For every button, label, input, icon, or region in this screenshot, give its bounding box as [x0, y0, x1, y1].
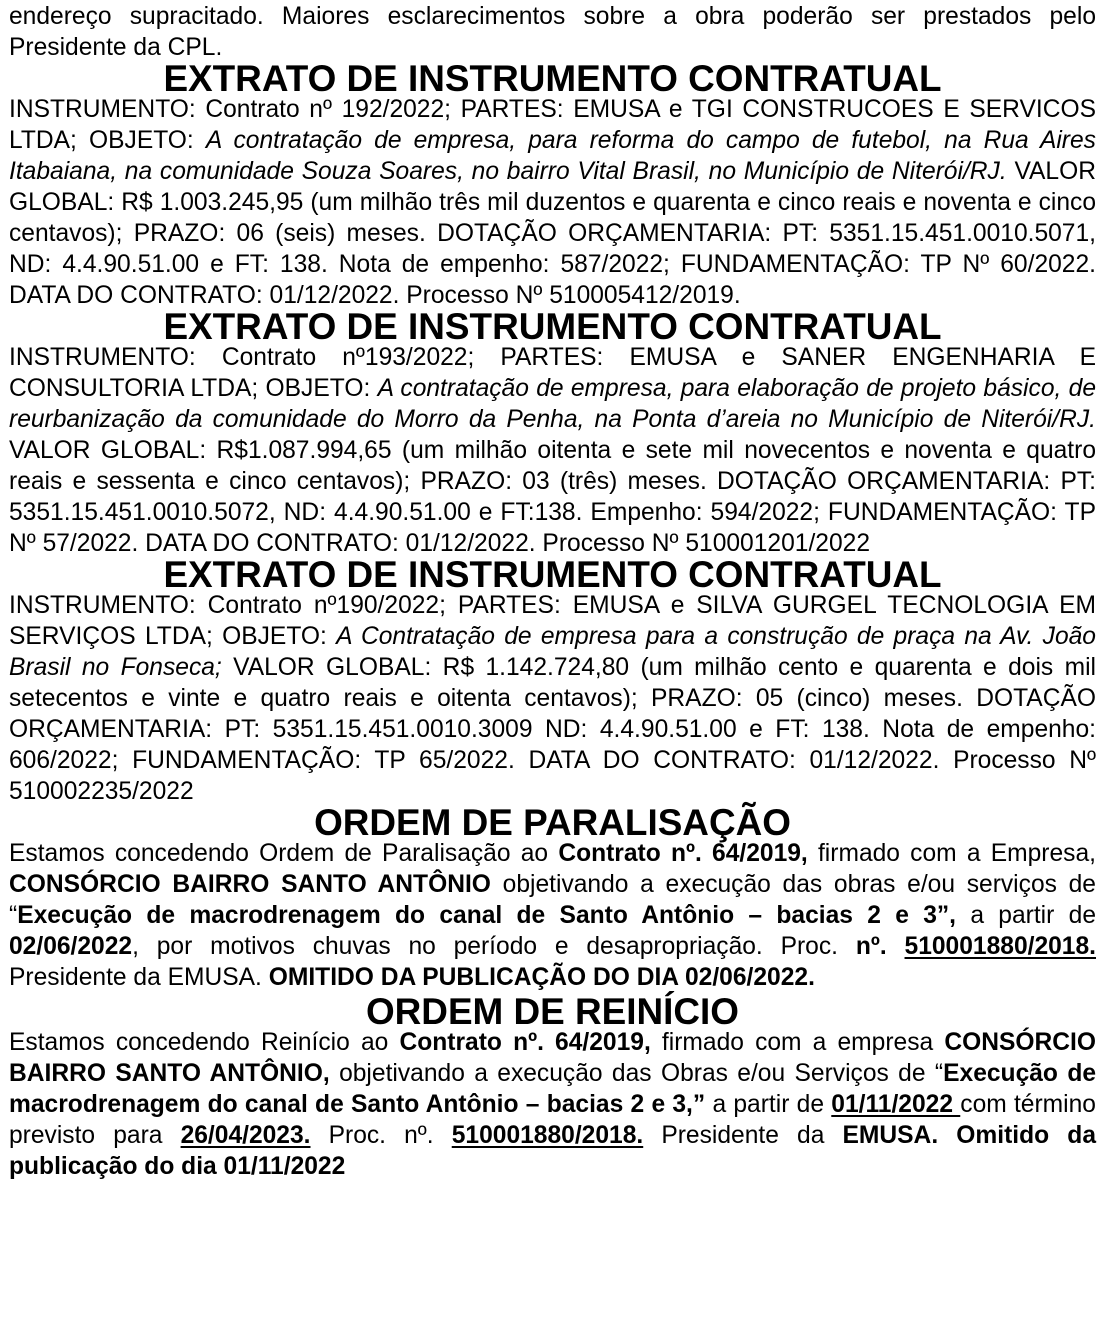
order-text: objetivando a execução das Obras e/ou Serviços de “	[329, 1060, 944, 1087]
order-text: Estamos concedendo Reinício ao	[9, 1029, 400, 1056]
paralisacao-paragraph	[9, 838, 1096, 993]
intro-paragraph	[9, 1, 1096, 63]
reinicio-heading: ORDEM DE REINÍCIO	[365, 991, 740, 1032]
order-text: a partir de	[956, 902, 1096, 929]
service-description: Execução de macrodrenagem do canal de Santo Antônio – bacias 2 e 3,”	[9, 1060, 1097, 1118]
order-text: Proc. nº.	[310, 1122, 452, 1149]
paralisacao-heading: ORDEM DE PARALISAÇÃO	[314, 802, 791, 843]
order-text: , por motivos chuvas no período e desapropriação. Proc.	[132, 933, 856, 960]
order-text: firmado com a empresa	[650, 1029, 945, 1056]
end-date: 26/04/2023.	[180, 1122, 311, 1149]
process-number: 510001880/2018.	[451, 1122, 644, 1149]
extract-paragraph	[9, 590, 1096, 807]
reinicio-paragraph	[9, 1027, 1096, 1182]
extract-object: A contratação de empresa, para reforma do campo de futebol, na Rua Aires Itabaiana, na comunidade Souza Soares, no bairro Vital Brasil, no Município de Niterói/RJ.	[9, 127, 1096, 185]
order-text: com término previsto para	[9, 1091, 1096, 1149]
order-text: Estamos concedendo Ordem de Paralisação ao	[9, 840, 559, 867]
order-text: Presidente da	[643, 1122, 843, 1149]
service-description: Execução de macrodrenagem do canal de Santo Antônio – bacias 2 e 3”,	[17, 902, 957, 929]
extract-paragraph	[9, 342, 1096, 559]
process-number: 510001880/2018.	[904, 933, 1096, 960]
reinicio-section	[9, 991, 1097, 1182]
extract-paragraph	[9, 94, 1096, 311]
extract-section-190	[9, 554, 1096, 807]
order-text: Presidente da EMUSA.	[9, 964, 269, 991]
intro-text: endereço supracitado. Maiores esclarecimentos sobre a obra poderão ser prestados pelo Presidente da CPL.	[9, 3, 1096, 61]
extract-text: INSTRUMENTO: Contrato nº190/2022; PARTES: EMUSA e SILVA GURGEL TECNOLOGIA EM SERVIÇOS LTDA; OBJETO:	[9, 592, 1096, 650]
extract-text: VALOR GLOBAL: R$ 1.142.724,80 (um milhão cento e quarenta e dois mil setecentos e vinte e quatro reais e oitenta centavos); PRAZO: 05 (cinco) meses. DOTAÇÃO ORÇAMENTARIA: PT: 5351.15.451.0010.3009 ND: 4.4.90.51.00 e FT: 138. Nota de empenho: 606/2022; FUNDAMENTAÇÃO: TP 65/2022. DATA DO CONTRATO: 01/12/2022. Processo Nº 510002235/2022	[9, 654, 1096, 805]
order-text: firmado com a Empresa,	[807, 840, 1096, 867]
extract-object: A contratação de empresa, para elaboração de projeto básico, de reurbanização da comunidade do Morro da Penha, na Ponta d’areia no Município de Niterói/RJ.	[9, 375, 1096, 433]
agency-name: EMUSA.	[842, 1122, 939, 1149]
order-date: 02/06/2022	[9, 933, 133, 960]
contract-number: Contrato nº. 64/2019,	[558, 840, 808, 867]
order-text	[938, 1122, 956, 1149]
extract-section-193	[9, 306, 1096, 559]
order-text: objetivando a execução das obras e/ou serviços de “	[9, 871, 1096, 929]
order-text: a partir de	[705, 1091, 832, 1118]
extract-object: A Contratação de empresa para a construção de praça na Av. João Brasil no Fonseca;	[9, 623, 1096, 681]
extract-text: INSTRUMENTO: Contrato nº193/2022; PARTES: EMUSA e SANER ENGENHARIA E CONSULTORIA LTDA; OBJETO:	[9, 344, 1096, 402]
extract-heading: EXTRATO DE INSTRUMENTO CONTRATUAL	[163, 554, 942, 595]
extract-text: INSTRUMENTO: Contrato nº 192/2022; PARTES: EMUSA e TGI CONSTRUCOES E SERVICOS LTDA; OBJETO:	[9, 96, 1096, 154]
process-label: nº.	[855, 933, 887, 960]
omitted-note: OMITIDO DA PUBLICAÇÃO DO DIA 02/06/2022.	[268, 964, 815, 991]
extract-text: VALOR GLOBAL: R$ 1.003.245,95 (um milhão três mil duzentos e quarenta e cinco reais e noventa e cinco centavos); PRAZO: 06 (seis) meses. DOTAÇÃO ORÇAMENTARIA: PT: 5351.15.451.0010.5071, ND: 4.4.90.51.00 e FT: 138. Nota de empenho: 587/2022; FUNDAMENTAÇÃO: TP Nº 60/2022. DATA DO CONTRATO: 01/12/2022. Processo Nº 510005412/2019.	[9, 158, 1096, 309]
extract-heading: EXTRATO DE INSTRUMENTO CONTRATUAL	[163, 58, 942, 99]
start-date: 01/11/2022	[831, 1091, 961, 1118]
extract-section-192	[9, 58, 1096, 311]
company-name: CONSÓRCIO BAIRRO SANTO ANTÔNIO,	[9, 1029, 1096, 1087]
paralisacao-section	[9, 802, 1096, 993]
extract-heading: EXTRATO DE INSTRUMENTO CONTRATUAL	[163, 306, 942, 347]
omitted-note: Omitido da publicação do dia 01/11/2022	[9, 1122, 1096, 1180]
order-text	[887, 933, 905, 960]
contract-number: Contrato nº. 64/2019,	[399, 1029, 651, 1056]
extract-text: VALOR GLOBAL: R$1.087.994,65 (um milhão oitenta e sete mil novecentos e noventa e quatro reais e sessenta e cinco centavos); PRAZO: 03 (três) meses. DOTAÇÃO ORÇAMENTARIA: PT: 5351.15.451.0010.5072, ND: 4.4.90.51.00 e FT:138. Empenho: 594/2022; FUNDAMENTAÇÃO: TP Nº 57/2022. DATA DO CONTRATO: 01/12/2022. Processo Nº 510001201/2022	[9, 437, 1096, 557]
company-name: CONSÓRCIO BAIRRO SANTO ANTÔNIO	[9, 871, 491, 898]
